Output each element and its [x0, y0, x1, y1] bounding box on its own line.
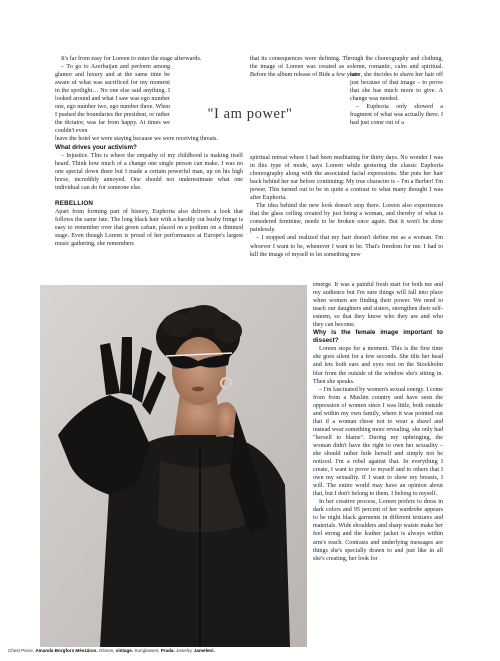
euphoria-fragment-paragraph: – Euphoria only showed a fragment of what was actually there. I had just come out of a — [350, 104, 443, 127]
photo-credit-caption — [8, 648, 308, 653]
question-activism: What drives your activism? — [55, 143, 137, 151]
retreat-paragraph: spiritual retreat where I had been meditating for thirty days. No wonder I was in this type of mode, says Loreen while gesturing the classic Euphoria choreography along with the associated facial expressions. She puts her hair back behind her ear before continuing: My true character is – I'm a Berber! I'm power. This turned out to be in quite a contrast to what many thought I was after Euphoria. — [250, 155, 443, 202]
left-column — [55, 55, 243, 248]
consequences-paragraph: that its consequences were defining. Through the choreography and clothing, the image of Loreen was created as solemn, romantic, calm and spiritual. Before the album release of Ride a few years — [250, 56, 443, 79]
right-column-lower — [313, 281, 443, 563]
emerge-paragraph: emerge. It was a painful fresh start for both me and my audience but I'm sure things will fall into place when women are finding their power. We need to teach our daughters and sisters, strengthen their self-esteem, so that they know who they are and who they can become. — [313, 282, 443, 329]
azerbaijan-paragraph: – To go to Azerbaijan and perform among glamor and luxury and at the same time be aware of what was sacrificed for my moment in the spotlight… No one else said anything. I looked around and what I saw was ego number one, ego number two, ego number three. When I pushed the boundaries the president, or rather the dictator, was far from happy. At times we couldn't even — [55, 64, 170, 135]
right-column-narrow — [350, 71, 443, 127]
wardrobe-paragraph: In her creative process, Loreen prefers to dress in dark colors and 95 percent of her wardrobe appears to be night black garments in different textures and materials. Wide shoulders and sharp waists make her feel strong and the leather jacket is always within arm's reach. Contrasts and underlying messages are things she's specially drawn to and just like in all she's creating, her look for — [313, 499, 443, 562]
caption-label-chest-piece: Chest Piece, — [8, 648, 35, 653]
caption-brand-gloves: vintage. — [115, 648, 134, 653]
question-female-image: Why is the female image important to dissect? — [313, 329, 443, 345]
caption-label-sunglasses: Sunglasses, — [134, 648, 160, 653]
intro-paragraph: It's far from easy for Loreen to enter the stage afterwards. — [61, 56, 202, 62]
section-heading-rebellion: REBELLION — [55, 199, 94, 207]
caption-label-gloves: Gloves, — [98, 648, 115, 653]
portrait-illustration — [40, 285, 307, 647]
pull-quote: "I am power" — [207, 106, 293, 122]
answer-activism: – Injustice. This is where the empathy of my childhood is making itself heard. Think how much of a change one single person can make. I was no one special down there but I made a certain powerful man, up on his high horse, incredibly annoyed. One should not underestimate what one individual can do for someone else. — [55, 152, 243, 191]
right-column-middle — [250, 154, 443, 259]
caption-brand-chest-piece: Amanda Borgfors Mészáros. — [35, 648, 98, 653]
sexual-energy-paragraph: – I'm fascinated by women's sexual energy. I come from from a Muslim country and have seen the oppression of women since I was little, both outside and within my own family, where it was pointed out that if a woman chose not to wear a shawl and instead wear something more revealing, she only had "herself to blame". During my upbringing, the woman didn't have the right to own her sexuality – she should rather hide herself and simply not be noticed. I'm a rebel against that. In everything I create, I want to prove to myself and to others that I own my sexuality. If I want to show my breasts, I will. The entire world may have an opinion about that, but I don't belong to them. I belong to myself. — [313, 386, 443, 498]
portrait-photo — [40, 285, 307, 647]
hair-freedom-paragraph: – I stopped and realized that my hair doesn't define me as a woman. I'm whoever I want to be, whenever I want to be. That's freedom for me. I had to kill the image of myself to let something new — [250, 235, 443, 258]
rebellion-paragraph: Apart from forming part of history, Euphoria also delivers a look that follows the same fate. The long black hair with a harshly cut bushy fringe is easy to remember over that green caftan, placed on a podium on a dimmed stage. Even though Loreen is proud of her performance at Europe's largest music gathering, she remembers — [55, 208, 243, 248]
caption-brand-sunglasses: Prada. — [160, 648, 175, 653]
threats-line: leave the hotel we were staying because we were receiving threats. — [55, 136, 218, 143]
glass-ceiling-paragraph: The idea behind the new look doesn't stop there. Loreen also experiences that the glass ceiling created by just being a woman, and thereby of what is considered feminine, needs to be broken once again. But it won't be done painlessly. — [250, 203, 443, 234]
silence-paragraph: Loreen stops for a moment. This is the first time she goes silent for a few seconds. She tilts her head and lets both ears and eyes rest on the Stockholm blur from the outside of the window she's sitting in. Then she speaks. — [313, 346, 443, 385]
caption-brand-jewelry: Jameleni. — [193, 648, 215, 653]
caption-label-jewelry: Jewelry, — [176, 648, 193, 653]
shave-paragraph: later, she decides to shave her hair off just because of that image – to prove that she has much more to give. A change was needed. — [350, 72, 443, 103]
